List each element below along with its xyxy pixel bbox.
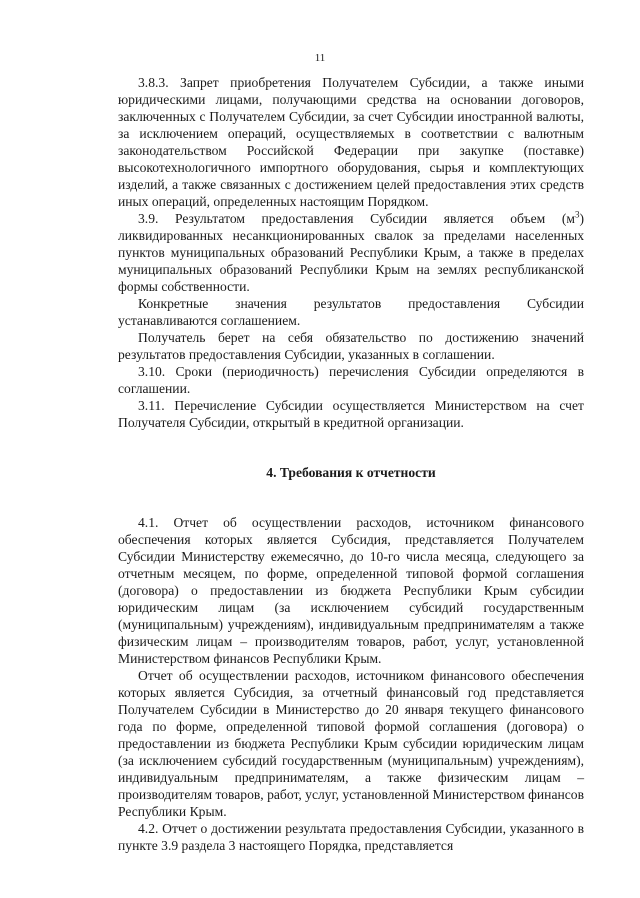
cubic-superscript: 3 bbox=[574, 209, 580, 220]
paragraph-4-2: 4.2. Отчет о достижении результата предоставления Субсидии, указанного в пункте 3.9 раздела 3 настоящего Порядка, представляется bbox=[118, 821, 584, 853]
paragraph-obligation: Получатель берет на себя обязательство по достижению значений результатов предоставления Субсидии, указанных в соглашении. bbox=[118, 330, 584, 362]
paragraph-3-8-3: 3.8.3. Запрет приобретения Получателем Субсидии, а также иными юридическими лицами, получающими средства на основании договоров, заключенных с Получателем Субсидии, за счет Субсидии иностранной валюты, за исключением операций, осуществляемых в соответствии с валютным законодательством Российской Федерации при закупке (поставке) высокотехнологичного импортного оборудования, сырья и комплектующих изделий, а также связанных с достижением целей предоставления этих средств иных операций, определенных настоящим Порядком. bbox=[118, 75, 584, 209]
document-body bbox=[118, 74, 584, 854]
section-heading-4: 4. Требования к отчетности bbox=[266, 465, 436, 480]
paragraph-result-values: Конкретные значения результатов предоставления Субсидии устанавливаются соглашением. bbox=[118, 296, 584, 328]
paragraph-3-9-text-end: ) ликвидированных несанкционированных свалок за пределами населенных пунктов муниципальных образований Республики Крым, а также в пределах муниципальных образований Республики Крым на землях республиканской формы собственности. bbox=[118, 211, 584, 294]
paragraph-3-9-text-start: 3.9. Результатом предоставления Субсидии является объем (м bbox=[138, 211, 575, 226]
page-number: 11 bbox=[314, 52, 326, 64]
paragraph-4-1: 4.1. Отчет об осуществлении расходов, источником финансового обеспечения которых является Субсидия, представляется Получателем Субсидии Министерству ежемесячно, до 10-го числа месяца, следующего за отчетным месяцем, по форме, определенной типовой формой соглашения (договора) о предоставлении из бюджета Республики Крым субсидии юридическим лицам (за исключением субсидий государственным (муниципальным) учреждениям), индивидуальным предпринимателям а также физическим лицам – производителям товаров, работ, услуг, установленной Министерством финансов Республики Крым. bbox=[118, 515, 584, 666]
paragraph-3-11: 3.11. Перечисление Субсидии осуществляется Министерством на счет Получателя Субсидии, открытый в кредитной организации. bbox=[118, 398, 584, 430]
paragraph-3-9 bbox=[118, 210, 584, 295]
paragraph-3-10: 3.10. Сроки (периодичность) перечисления Субсидии определяются в соглашении. bbox=[118, 364, 584, 396]
paragraph-annual-report: Отчет об осуществлении расходов, источником финансового обеспечения которых является Субсидия, за отчетный финансовый год представляется Получателем Субсидии в Министерство до 20 января текущего финансового года по форме, определенной типовой формой соглашения (договора) о предоставлении из бюджета Республики Крым субсидии юридическим лицам (за исключением субсидий государственным (муниципальным) учреждениям), индивидуальным предпринимателям, а также физическим лицам – производителям товаров, работ, услуг, установленной Министерством финансов Республики Крым. bbox=[118, 668, 585, 819]
